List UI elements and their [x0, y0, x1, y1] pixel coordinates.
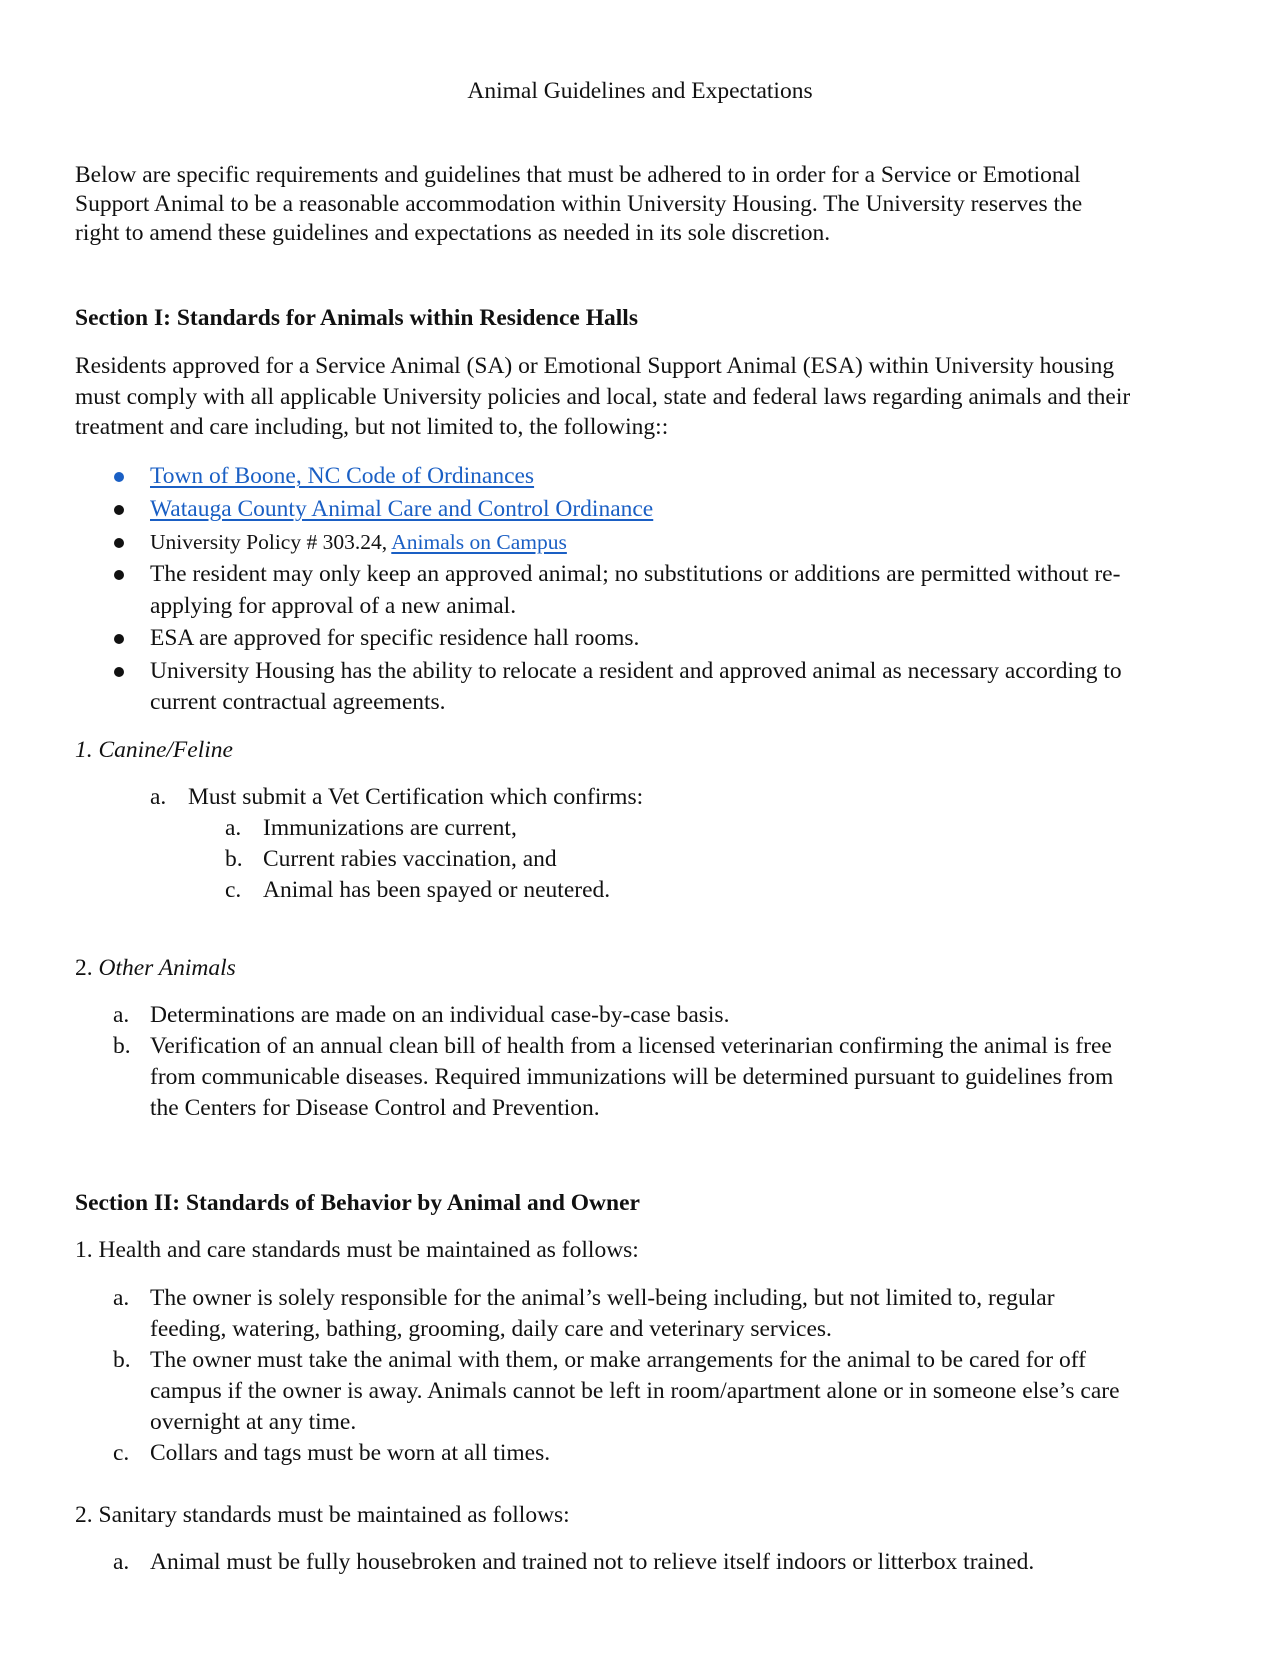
sub-list-item: Animal has been spayed or neutered. [263, 877, 611, 903]
list-item-continuation: overnight at any time. [150, 1409, 357, 1435]
list-item: Animal must be fully housebroken and trained not to relieve itself indoors or litterbox trained. [150, 1549, 1035, 1575]
canine-feline-heading: 1. Canine/Feline [75, 737, 233, 763]
list-marker: b. [113, 1033, 131, 1059]
list-item-continuation: from communicable diseases. Required immunizations will be determined pursuant to guidelines from [150, 1064, 1114, 1090]
section-1-heading: Section I: Standards for Animals within Residence Halls [75, 305, 638, 331]
list-marker: c. [225, 877, 242, 903]
list-item-continuation: current contractual agreements. [150, 689, 446, 715]
list-marker: a. [113, 1549, 130, 1575]
list-item: The owner is solely responsible for the animal’s well-being including, but not limited to, regular [150, 1285, 1055, 1311]
bullet-icon [114, 570, 124, 580]
list-item-continuation: feeding, watering, bathing, grooming, daily care and veterinary services. [150, 1316, 832, 1342]
list-marker: a. [113, 1285, 130, 1311]
list-item: ESA are approved for specific residence hall rooms. [150, 625, 640, 651]
list-item [150, 461, 534, 491]
list-marker: a. [150, 784, 167, 810]
list-marker: b. [225, 846, 243, 872]
list-item: University Housing has the ability to relocate a resident and approved animal as necessary according to [150, 658, 1122, 684]
list-marker: a. [225, 815, 242, 841]
document-title: Animal Guidelines and Expectations [467, 78, 813, 104]
heading-number: 2. [75, 955, 99, 981]
list-item: Verification of an annual clean bill of health from a licensed veterinarian confirming the animal is free [150, 1033, 1112, 1059]
paragraph-line: Residents approved for a Service Animal (SA) or Emotional Support Animal (ESA) within University housing [75, 353, 1115, 379]
list-item [150, 494, 653, 524]
watauga-county-ordinance-link[interactable]: Watauga County Animal Care and Control Ordinance [150, 496, 654, 522]
intro-line: right to amend these guidelines and expectations as needed in its sole discretion. [75, 220, 831, 246]
list-item: The resident may only keep an approved animal; no substitutions or additions are permitted without re- [150, 561, 1121, 587]
sub-list-item: Immunizations are current, [263, 815, 517, 841]
sanitary-heading: 2. Sanitary standards must be maintained as follows: [75, 1502, 570, 1528]
bullet-icon [114, 667, 124, 677]
list-marker: a. [113, 1002, 130, 1028]
town-of-boone-ordinances-link[interactable]: Town of Boone, NC Code of Ordinances [150, 463, 535, 489]
sub-list-item: Current rabies vaccination, and [263, 846, 557, 872]
section-2-heading: Section II: Standards of Behavior by Animal and Owner [75, 1190, 640, 1216]
list-item-continuation: applying for approval of a new animal. [150, 593, 517, 619]
list-item: Collars and tags must be worn at all times. [150, 1440, 551, 1466]
health-care-heading: 1. Health and care standards must be maintained as follows: [75, 1237, 639, 1263]
policy-label: University Policy # 303.24, [150, 530, 392, 554]
list-item: The owner must take the animal with them, or make arrangements for the animal to be cared for off [150, 1347, 1086, 1373]
heading-text: Other Animals [98, 955, 236, 981]
list-item-continuation: the Centers for Disease Control and Prevention. [150, 1095, 600, 1121]
paragraph-line: treatment and care including, but not limited to, the following:: [75, 414, 669, 440]
list-marker: c. [113, 1440, 130, 1466]
animals-on-campus-link[interactable]: Animals on Campus [391, 530, 567, 554]
intro-line: Support Animal to be a reasonable accommodation within University Housing. The University reserves the [75, 191, 1083, 217]
list-marker: b. [113, 1347, 131, 1373]
list-item [150, 527, 567, 557]
paragraph-line: must comply with all applicable University policies and local, state and federal laws regarding animals and their [75, 384, 1131, 410]
bullet-icon [114, 538, 124, 548]
list-item: Must submit a Vet Certification which confirms: [188, 784, 644, 810]
bullet-icon [114, 472, 124, 482]
bullet-icon [114, 505, 124, 515]
list-item: Determinations are made on an individual case-by-case basis. [150, 1002, 730, 1028]
list-item-continuation: campus if the owner is away. Animals cannot be left in room/apartment alone or in someone else’s care [150, 1378, 1120, 1404]
bullet-icon [114, 634, 124, 644]
intro-line: Below are specific requirements and guidelines that must be adhered to in order for a Service or Emotional [75, 162, 1081, 188]
other-animals-heading [75, 953, 236, 983]
